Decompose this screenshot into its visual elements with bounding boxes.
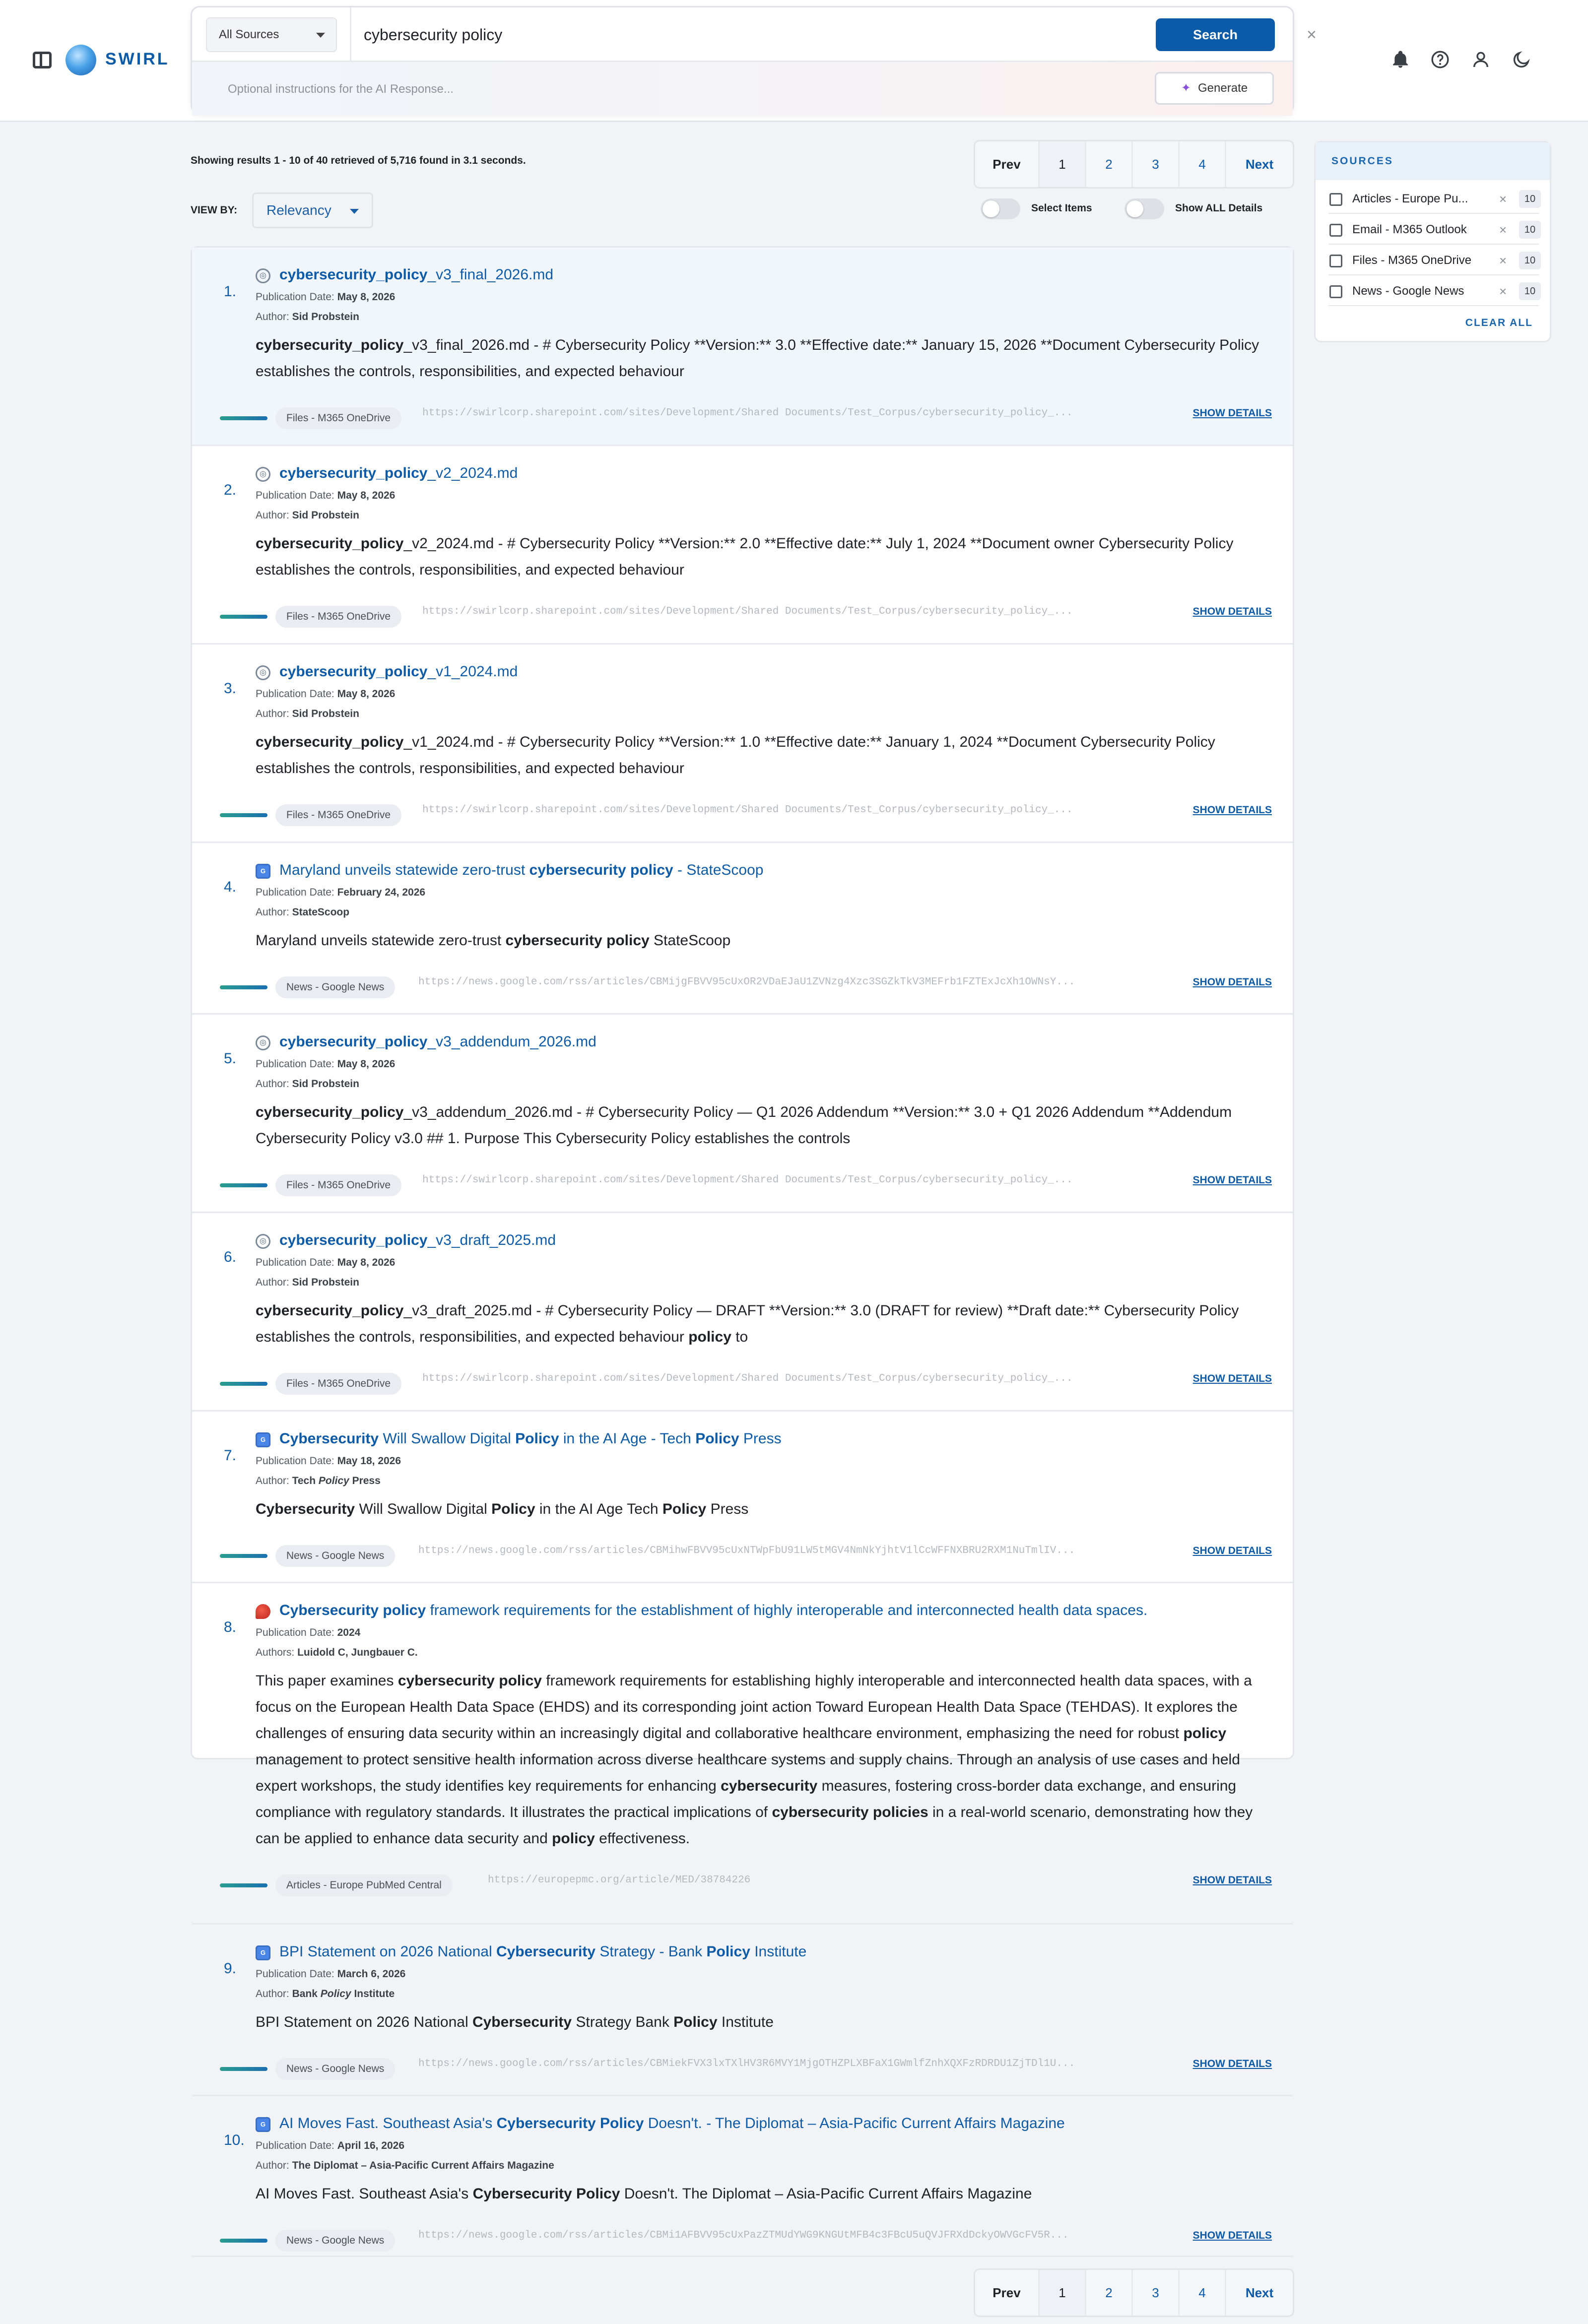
source-filter-label: News - Google News <box>1352 284 1464 298</box>
result-author <box>256 1475 381 1487</box>
google-news-icon: G <box>256 1945 270 1960</box>
select-items-toggle[interactable] <box>981 198 1020 219</box>
result-item <box>192 1583 1293 1925</box>
google-news-icon: G <box>256 1432 270 1447</box>
date-label: Publication Date: <box>256 1058 334 1070</box>
result-title-link[interactable]: cybersecurity_policy_v2_2024.md <box>279 465 518 481</box>
result-footer <box>220 1373 1272 1395</box>
source-chip: News - Google News <box>275 976 395 998</box>
source-chip: Files - M365 OneDrive <box>275 407 401 429</box>
globe-icon: ◎ <box>256 1035 270 1050</box>
date-label: Publication Date: <box>256 490 334 501</box>
result-item <box>192 2096 1293 2257</box>
relevance-bar <box>220 2067 267 2071</box>
author-value: Sid Probstein <box>292 1277 359 1288</box>
author-label: Authors: <box>256 1647 295 1658</box>
source-chip: News - Google News <box>275 2058 395 2080</box>
result-item <box>192 1213 1293 1412</box>
relevance-bar <box>220 416 267 420</box>
result-footer <box>220 2058 1272 2080</box>
result-title-link[interactable]: Cybersecurity Will Swallow Digital Policy in the AI Age - Tech Policy Press <box>279 1430 782 1447</box>
result-item <box>192 446 1293 645</box>
logo-text: SWIRL <box>105 50 170 68</box>
search-button[interactable]: Search <box>1156 18 1275 51</box>
result-snippet: Maryland unveils statewide zero-trust cybersecurity policy StateScoop <box>256 932 731 949</box>
result-author <box>256 1988 395 2000</box>
result-snippet: cybersecurity_policy_v3_addendum_2026.md - # Cybersecurity Policy — Q1 2026 Addendum **Version:** 3.0 + Q1 2026 Addendum **Addendum Cybersecurity Policy v3.0 ## 1. Purpose This Cybersecurity Policy establishes the controls <box>256 1104 1232 1147</box>
show-details-link[interactable]: SHOW DETAILS <box>1192 1373 1272 1384</box>
next-page-button[interactable]: Next <box>1245 2285 1274 2300</box>
show-details-link[interactable]: SHOW DETAILS <box>1192 1874 1272 1886</box>
result-footer <box>220 1545 1272 1567</box>
relevance-bar <box>220 813 267 817</box>
prev-page-button[interactable]: Prev <box>975 141 1040 187</box>
search-row <box>192 7 1317 62</box>
divider <box>350 7 351 62</box>
swirl-logo-icon <box>66 45 96 75</box>
result-date <box>256 1058 395 1070</box>
result-number: 3. <box>224 680 237 697</box>
result-url[interactable]: https://swirlcorp.sharepoint.com/sites/Development/Shared Documents/Test_Corpus/cybersecurity_policy_... <box>422 1174 1073 1186</box>
result-footer <box>220 407 1272 429</box>
ai-instructions-row <box>192 62 1293 116</box>
pagination-bottom <box>974 2268 1294 2317</box>
result-author <box>256 1277 359 1289</box>
author-value: Sid Probstein <box>292 311 359 323</box>
result-title-link[interactable]: cybersecurity_policy_v3_draft_2025.md <box>279 1232 556 1248</box>
result-author <box>256 2160 554 2172</box>
show-details-link[interactable]: SHOW DETAILS <box>1192 804 1272 816</box>
result-number: 7. <box>224 1447 237 1464</box>
source-count-badge: 10 <box>1519 282 1541 300</box>
result-number: 6. <box>224 1249 237 1265</box>
result-title-link[interactable]: cybersecurity_policy_v3_addendum_2026.md <box>279 1033 596 1050</box>
page-4-button[interactable]: 4 <box>1180 141 1226 187</box>
result-number: 8. <box>224 1619 237 1635</box>
result-url[interactable]: https://swirlcorp.sharepoint.com/sites/Development/Shared Documents/Test_Corpus/cybersecurity_policy_... <box>422 606 1073 617</box>
source-filter-row[interactable] <box>1328 246 1539 275</box>
result-footer <box>220 1874 1272 1896</box>
date-label: Publication Date: <box>256 1968 334 1980</box>
author-value: The Diplomat – Asia-Pacific Current Affairs Magazine <box>292 2160 554 2171</box>
author-label: Author: <box>256 1277 289 1288</box>
source-chip: Files - M365 OneDrive <box>275 1174 401 1196</box>
source-chip: Articles - Europe PubMed Central <box>275 1874 453 1896</box>
source-chip: Files - M365 OneDrive <box>275 606 401 628</box>
date-label: Publication Date: <box>256 2140 334 2151</box>
result-date <box>256 1455 401 1467</box>
source-count-badge: 10 <box>1519 252 1541 269</box>
date-value: May 8, 2026 <box>337 1058 396 1070</box>
show-all-details-toggle[interactable] <box>1125 198 1164 219</box>
show-details-link[interactable]: SHOW DETAILS <box>1192 1174 1272 1186</box>
view-by-value: Relevancy <box>266 202 331 218</box>
bell-icon[interactable] <box>1390 49 1411 71</box>
relevance-bar <box>220 2239 267 2243</box>
show-details-link[interactable]: SHOW DETAILS <box>1192 606 1272 617</box>
result-url[interactable]: https://swirlcorp.sharepoint.com/sites/Development/Shared Documents/Test_Corpus/cybersecurity_policy_... <box>422 1373 1073 1384</box>
source-checkbox[interactable] <box>1329 224 1342 237</box>
result-title-link[interactable]: Cybersecurity policy framework requirements for the establishment of highly interoperable and interconnected health data spaces. <box>279 1602 1148 1618</box>
result-number: 4. <box>224 879 237 895</box>
result-title-link[interactable]: Maryland unveils statewide zero-trust cybersecurity policy - StateScoop <box>279 862 764 878</box>
source-count-badge: 10 <box>1519 190 1541 208</box>
result-url[interactable]: https://news.google.com/rss/articles/CBMi1AFBVV95cUxPazZTMUdYWG9KNGUtMFB4c3FBcU5uQVJFRXdDckyOWVGcFV5R... <box>418 2230 1069 2241</box>
date-value: May 8, 2026 <box>337 490 396 501</box>
date-label: Publication Date: <box>256 1257 334 1268</box>
source-chip: News - Google News <box>275 1545 395 1567</box>
result-number: 1. <box>224 283 237 300</box>
result-url[interactable]: https://news.google.com/rss/articles/CBMijgFBVV95cUxOR2VDaEJaU1ZVNzg4Xzc3SGZkTkV3MEFrb1FZTExJcXh1OWNsY... <box>418 976 1075 988</box>
result-date <box>256 688 395 700</box>
author-label: Author: <box>256 510 289 521</box>
source-chip: News - Google News <box>275 2230 395 2252</box>
google-news-icon: G <box>256 2117 270 2132</box>
author-label: Author: <box>256 2160 289 2171</box>
help-icon[interactable] <box>1429 49 1451 71</box>
relevance-bar <box>220 1183 267 1187</box>
page-3-button[interactable]: 3 <box>1133 2270 1180 2316</box>
source-chip: Files - M365 OneDrive <box>275 1373 401 1395</box>
author-value: Sid Probstein <box>292 708 359 719</box>
author-value: Tech Policy Press <box>292 1475 381 1486</box>
result-item <box>192 645 1293 843</box>
result-author <box>256 1647 418 1659</box>
result-date <box>256 1968 405 1980</box>
source-chip: Files - M365 OneDrive <box>275 804 401 826</box>
page-2-button[interactable]: 2 <box>1086 2270 1133 2316</box>
result-author <box>256 708 359 720</box>
date-value: May 8, 2026 <box>337 688 396 700</box>
page-3-button[interactable]: 3 <box>1133 141 1180 187</box>
show-all-details-label: Show ALL Details <box>1175 202 1263 214</box>
result-item <box>192 248 1293 446</box>
date-value: May 18, 2026 <box>337 1455 401 1467</box>
result-snippet: AI Moves Fast. Southeast Asia's Cybersecurity Policy Doesn't. The Diplomat – Asia-Pacific Current Affairs Magazine <box>256 2186 1032 2202</box>
author-label: Author: <box>256 311 289 323</box>
sidebar-toggle-icon[interactable] <box>33 52 52 68</box>
generate-button[interactable] <box>1155 72 1274 105</box>
view-by-select[interactable] <box>252 193 373 228</box>
user-icon[interactable] <box>1470 49 1492 71</box>
date-value: March 6, 2026 <box>337 1968 406 1980</box>
author-value: Sid Probstein <box>292 510 359 521</box>
page-4-button[interactable]: 4 <box>1180 2270 1226 2316</box>
author-label: Author: <box>256 1475 289 1486</box>
date-value: May 8, 2026 <box>337 1257 396 1268</box>
date-label: Publication Date: <box>256 1627 334 1638</box>
author-value: Bank Policy Institute <box>292 1988 395 2000</box>
result-number: 5. <box>224 1050 237 1067</box>
result-footer <box>220 2230 1272 2252</box>
result-author <box>256 311 359 323</box>
date-value: May 8, 2026 <box>337 291 396 303</box>
page-1-button[interactable]: 1 <box>1040 141 1086 187</box>
results-summary: Showing results 1 - 10 of 40 retrieved of 5,716 found in 3.1 seconds. <box>191 155 526 166</box>
result-snippet: Cybersecurity Will Swallow Digital Policy in the AI Age Tech Policy Press <box>256 1501 749 1517</box>
relevance-bar <box>220 985 267 989</box>
result-date <box>256 2140 404 2152</box>
prev-page-button[interactable]: Prev <box>975 2270 1040 2316</box>
source-filter-label: Email - M365 Outlook <box>1352 223 1467 236</box>
show-details-link[interactable]: SHOW DETAILS <box>1192 976 1272 988</box>
date-value: 2024 <box>337 1627 361 1638</box>
result-footer <box>220 804 1272 826</box>
pubmed-icon <box>256 1604 270 1619</box>
source-filter-label: Articles - Europe Pu... <box>1352 192 1468 205</box>
result-footer <box>220 976 1272 998</box>
result-title-link[interactable]: cybersecurity_policy_v1_2024.md <box>279 663 518 680</box>
result-url[interactable]: https://swirlcorp.sharepoint.com/sites/Development/Shared Documents/Test_Corpus/cybersecurity_policy_... <box>422 804 1073 816</box>
globe-icon: ◎ <box>256 467 270 482</box>
author-value: Luidold C, Jungbauer C. <box>297 1647 418 1658</box>
result-snippet: BPI Statement on 2026 National Cybersecurity Strategy Bank Policy Institute <box>256 2014 774 2030</box>
next-page-button[interactable]: Next <box>1245 156 1274 172</box>
date-label: Publication Date: <box>256 688 334 700</box>
result-date <box>256 1257 395 1269</box>
date-label: Publication Date: <box>256 1455 334 1467</box>
source-checkbox[interactable] <box>1329 285 1342 298</box>
remove-source-icon[interactable]: × <box>1499 284 1507 299</box>
clear-all-button[interactable]: CLEAR ALL <box>1465 317 1533 328</box>
result-item <box>192 843 1293 1015</box>
view-by-label: VIEW BY: <box>191 204 238 216</box>
page-1-button[interactable]: 1 <box>1040 2270 1086 2316</box>
globe-icon: ◎ <box>256 665 270 680</box>
chevron-down-icon <box>316 33 325 38</box>
result-date <box>256 887 425 899</box>
remove-source-icon[interactable]: × <box>1499 253 1507 268</box>
result-date <box>256 291 395 303</box>
sparkle-icon: ✦ <box>1181 81 1191 95</box>
author-label: Author: <box>256 1078 289 1090</box>
globe-icon: ◎ <box>256 268 270 283</box>
result-item <box>192 1412 1293 1583</box>
result-date <box>256 1627 360 1639</box>
result-author <box>256 1078 359 1090</box>
author-label: Author: <box>256 708 289 719</box>
moon-icon[interactable] <box>1511 49 1532 71</box>
author-label: Author: <box>256 906 289 918</box>
result-item <box>192 1015 1293 1213</box>
chevron-down-icon <box>350 209 359 214</box>
globe-icon: ◎ <box>256 1234 270 1249</box>
show-details-link[interactable]: SHOW DETAILS <box>1192 407 1272 419</box>
date-label: Publication Date: <box>256 887 334 898</box>
result-snippet: cybersecurity_policy_v3_final_2026.md - # Cybersecurity Policy **Version:** 3.0 **Effective date:** January 15, 2026 **Document Cybersecurity Policy establishes the controls, responsibilities, and expected behaviour <box>256 337 1259 380</box>
result-url[interactable]: https://swirlcorp.sharepoint.com/sites/Development/Shared Documents/Test_Corpus/cybersecurity_policy_... <box>422 407 1073 419</box>
result-snippet: This paper examines cybersecurity policy framework requirements for establishing highly interoperable and interconnected health data spaces, with a focus on the European Health Data Space (EHDS) and its corresponding joint action Toward European Health Data Space (TEHDAS). It explores the challenges of ensuring data security within an increasingly digital and collaborative healthcare environment, emphasizing the need for robust policy management to protect sensitive health information across diverse healthcare systems and supply chains. Through an analysis of use cases and held expert workshops, the study identifies key requirements for enhancing cybersecurity measures, fostering cross-border data exchange, and ensuring compliance with regulatory standards. It illustrates the practical implications of cybersecurity policies in a real-world scenario, demonstrating how they can be applied to enhance data security and policy effectiveness. <box>256 1673 1253 1847</box>
select-items-label: Select Items <box>1031 202 1092 214</box>
source-filter-row[interactable] <box>1328 276 1539 306</box>
source-checkbox[interactable] <box>1329 255 1342 267</box>
remove-source-icon[interactable]: × <box>1499 192 1507 206</box>
top-bar <box>0 0 1588 122</box>
result-author <box>256 510 359 521</box>
source-select[interactable] <box>206 17 337 52</box>
result-item <box>192 1925 1293 2096</box>
result-footer <box>220 606 1272 628</box>
source-filter-label: Files - M365 OneDrive <box>1352 254 1472 267</box>
source-filter-row[interactable] <box>1328 184 1539 214</box>
result-url[interactable]: https://europepmc.org/article/MED/38784226 <box>488 1874 751 1886</box>
result-title-link[interactable]: AI Moves Fast. Southeast Asia's Cybersecurity Policy Doesn't. - The Diplomat – Asia-Pacific Current Affairs Magazine <box>279 2115 1065 2131</box>
page-2-button[interactable]: 2 <box>1086 141 1133 187</box>
relevance-bar <box>220 1554 267 1558</box>
result-number: 2. <box>224 482 237 498</box>
sources-panel <box>1314 141 1551 342</box>
result-url[interactable]: https://news.google.com/rss/articles/CBMiekFVX3lxTXlHV3R6MVY1MjgOTHZPLXBFaX1GWmlfZnhXQXFzRDRDU1ZjTDl1U... <box>418 2058 1075 2069</box>
clear-search-icon[interactable]: × <box>1307 25 1317 44</box>
date-value: April 16, 2026 <box>337 2140 405 2151</box>
result-number: 10. <box>224 2132 245 2148</box>
result-author <box>256 906 349 918</box>
remove-source-icon[interactable]: × <box>1499 222 1507 237</box>
result-snippet: cybersecurity_policy_v2_2024.md - # Cybersecurity Policy **Version:** 2.0 **Effective date:** July 1, 2024 **Document owner Cybersecurity Policy establishes the controls, responsibilities, and expected behaviour <box>256 535 1234 578</box>
result-number: 9. <box>224 1960 237 1977</box>
result-date <box>256 490 395 502</box>
author-label: Author: <box>256 1988 289 2000</box>
ai-instructions-input[interactable] <box>228 77 1101 102</box>
sources-title: SOURCES <box>1316 142 1550 180</box>
results-list <box>191 246 1294 2246</box>
source-count-badge: 10 <box>1519 221 1541 239</box>
show-details-link[interactable]: SHOW DETAILS <box>1192 2058 1272 2069</box>
result-snippet: cybersecurity_policy_v3_draft_2025.md - # Cybersecurity Policy — DRAFT **Version:** 3.0 (DRAFT for review) **Draft date:** Cybersecurity Policy establishes the controls, responsibilities, and expected behaviour policy to <box>256 1302 1239 1345</box>
result-url[interactable]: https://news.google.com/rss/articles/CBMihwFBVV95cUxNTWpFbU91LW5tMGV4NmNkYjhtV1lCcWFFNXBRU2RXM1NuTmlIV... <box>418 1545 1075 1556</box>
relevance-bar <box>220 1883 267 1887</box>
result-title-link[interactable]: cybersecurity_policy_v3_final_2026.md <box>279 266 554 283</box>
source-checkbox[interactable] <box>1329 193 1342 206</box>
result-footer <box>220 1174 1272 1196</box>
date-label: Publication Date: <box>256 291 334 303</box>
source-select-label: All Sources <box>219 28 279 41</box>
author-value: Sid Probstein <box>292 1078 359 1090</box>
result-snippet: cybersecurity_policy_v1_2024.md - # Cybersecurity Policy **Version:** 1.0 **Effective date:** January 1, 2024 **Document Cybersecurity Policy establishes the controls, responsibilities, and expected behaviour <box>256 734 1215 776</box>
generate-label: Generate <box>1198 81 1248 95</box>
show-details-link[interactable]: SHOW DETAILS <box>1192 1545 1272 1556</box>
search-panel <box>191 6 1317 114</box>
author-value: StateScoop <box>292 906 350 918</box>
relevance-bar <box>220 615 267 619</box>
relevance-bar <box>220 1382 267 1386</box>
show-details-link[interactable]: SHOW DETAILS <box>1192 2230 1272 2241</box>
date-value: February 24, 2026 <box>337 887 426 898</box>
google-news-icon: G <box>256 864 270 879</box>
pagination-top <box>974 140 1294 189</box>
result-title-link[interactable]: BPI Statement on 2026 National Cybersecurity Strategy - Bank Policy Institute <box>279 1943 807 1960</box>
source-filter-row[interactable] <box>1328 215 1539 245</box>
